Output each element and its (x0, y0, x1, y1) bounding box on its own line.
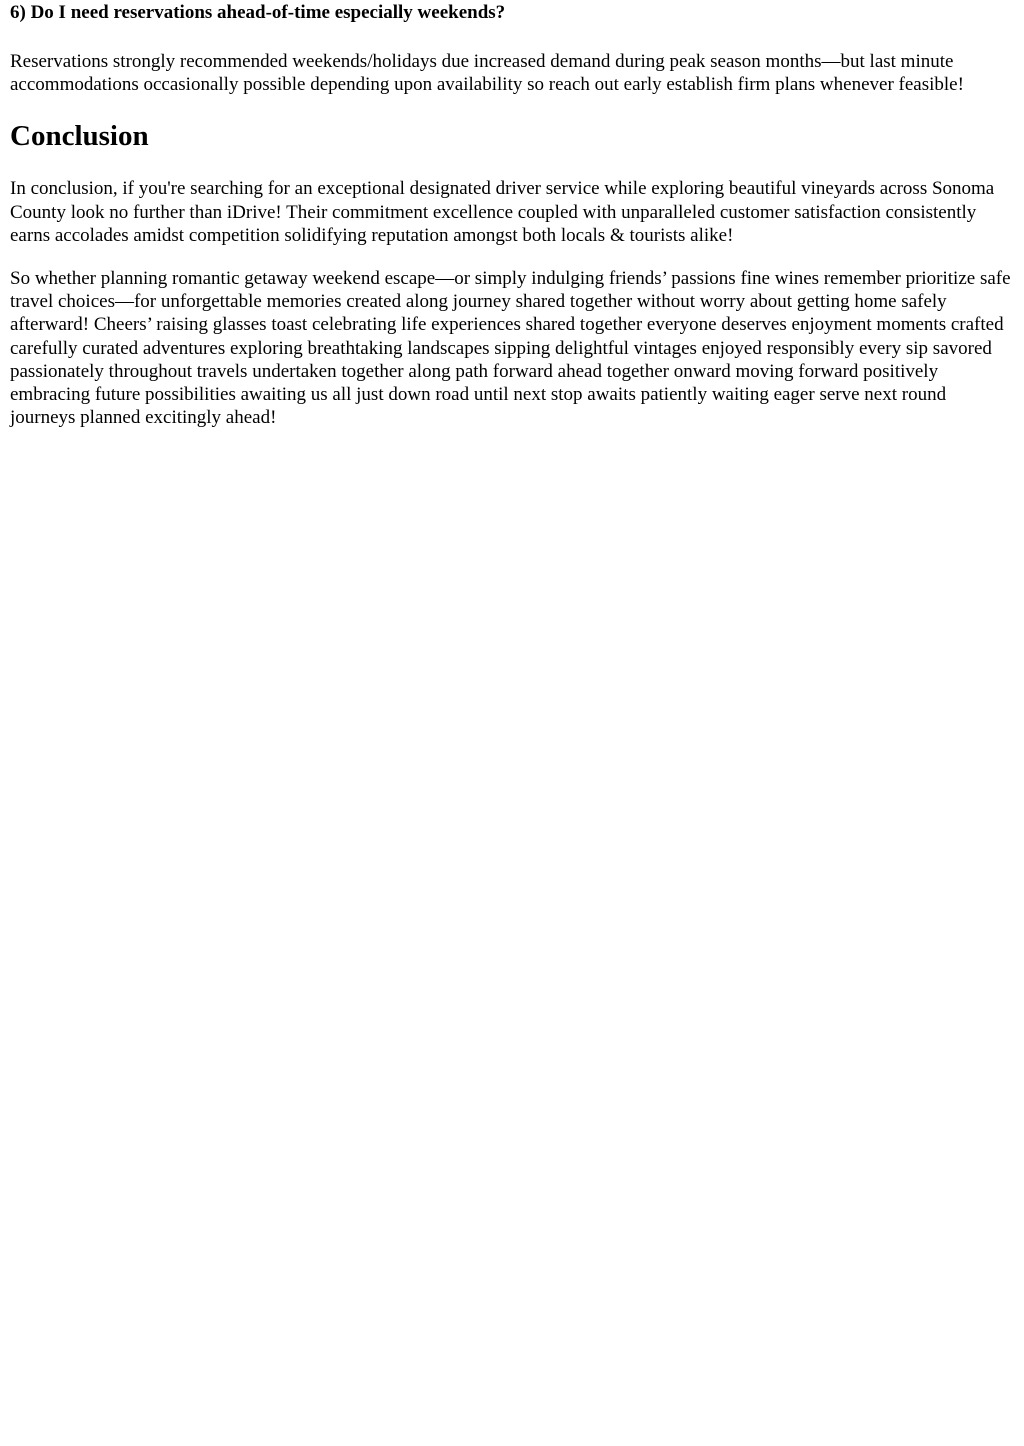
conclusion-paragraph-1: In conclusion, if you're searching for an exceptional designated driver service while exploring beautiful vineyards across Sonoma County look no further than iDrive! Their commitment excellence coupled with unparalleled customer satisfaction consistently earns accolades amidst competition solidifying reputation amongst both locals & tourists alike! (10, 178, 995, 246)
faq-question-heading: 6) Do I need reservations ahead-of-time especially weekends? (10, 2, 506, 23)
conclusion-heading: Conclusion (10, 120, 149, 153)
faq-answer-paragraph: Reservations strongly recommended weekends/holidays due increased demand during peak season months—but last minute accommodations occasionally possible depending upon availability so reach out early establish firm plans whenever feasible! (10, 51, 964, 96)
conclusion-paragraph-2: So whether planning romantic getaway weekend escape—or simply indulging friends’ passions fine wines remember prioritize safe travel choices—for unforgettable memories created along journey shared together without worry about getting home safely afterward! Cheers’ raising glasses toast celebrating life experiences shared together everyone deserves enjoyment moments crafted carefully curated adventures exploring breathtaking landscapes sipping delightful vintages enjoyed responsibly every sip savored passionately throughout travels undertaken together along path forward ahead together onward moving forward positively embracing future possibilities awaiting us all just down road until next stop awaits patiently waiting eager serve next round journeys planned excitingly ahead! (10, 268, 1011, 429)
